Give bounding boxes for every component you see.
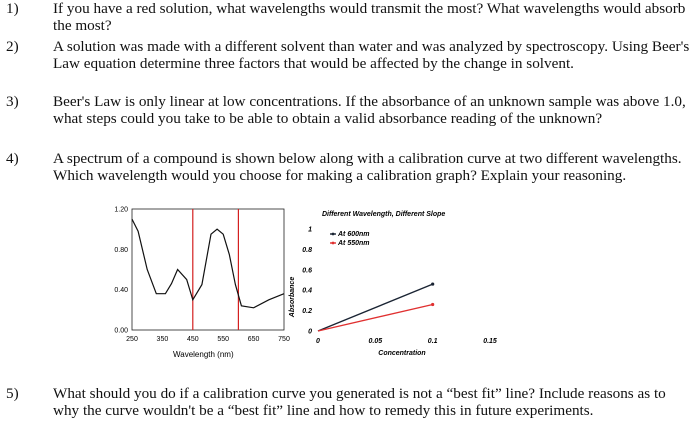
calibration-y-tick-label: 0 — [308, 328, 312, 336]
calibration-legend — [330, 231, 370, 247]
question-number: 1) — [6, 0, 19, 17]
spectrum-x-tick-label: 550 — [217, 336, 230, 343]
calibration-x-tick-label: 0.05 — [368, 338, 383, 345]
spectrum-x-tick-label: 750 — [278, 336, 290, 343]
spectrum-x-tick-label: 450 — [186, 336, 199, 343]
spectrum-y-tick-label: 1.20 — [114, 206, 128, 214]
question-text: A solution was made with a different solvent than water and was analyzed by spectroscopy. Using Beer's Law equation determine three factors that would be affected by the change in solvent. — [53, 38, 690, 73]
calibration-title: Different Wavelength, Different Slope — [322, 211, 446, 218]
calibration-point — [431, 303, 434, 306]
question-text: If you have a red solution, what wavelengths would transmit the most? What wavelengths would absorb the most? — [53, 0, 686, 35]
spectrum-y-tick-label: 0.00 — [114, 327, 128, 335]
legend-label: At 550nm — [338, 240, 370, 247]
spectrum-line — [132, 219, 284, 308]
question-number: 3) — [6, 93, 19, 110]
calibration-point — [431, 282, 434, 285]
calibration-y-tick-label: 0.2 — [302, 308, 312, 316]
question-text: Beer's Law is only linear at low concentrations. If the absorbance of an unknown sample was above 1.0, what steps could you take to be able to obtain a valid absorbance reading of the unknown? — [53, 93, 686, 128]
figure — [0, 205, 700, 385]
spectrum-x-tick-label: 350 — [156, 336, 169, 343]
calibration-x-axis-label: Concentration — [378, 350, 426, 357]
calibration-x-tick-label: 0.1 — [427, 338, 438, 345]
calibration-series-line — [318, 305, 433, 332]
calibration-y-tick-label: 0.8 — [302, 246, 312, 254]
calibration-y-tick-label: 1 — [308, 226, 312, 234]
calibration-series-line — [318, 284, 433, 331]
question-text: What should you do if a calibration curve you generated is not a “best fit” line? Include reasons as to why the curve wouldn't be a “best fit” line and how to remedy this in future experiments. — [53, 385, 666, 420]
spectrum-plot-area — [132, 209, 284, 330]
question-text: A spectrum of a compound is shown below along with a calibration curve at two different wavelengths. Which wavelength would you choose for making a calibration graph? Explain your reasoning. — [53, 150, 682, 185]
calibration-y-axis-label: Absorbance — [289, 276, 296, 318]
legend-marker — [332, 242, 335, 245]
spectrum-chart — [114, 207, 290, 360]
question-number: 5) — [6, 385, 19, 402]
calibration-x-tick-label: 0.15 — [483, 338, 497, 345]
question-number: 4) — [6, 150, 19, 167]
spectrum-y-tick-label: 0.40 — [114, 287, 128, 295]
spectrum-x-tick-label: 250 — [126, 336, 138, 343]
spectrum-y-tick-label: 0.80 — [114, 246, 128, 254]
calibration-chart — [289, 211, 497, 357]
question-number: 2) — [6, 38, 19, 55]
legend-marker — [332, 233, 335, 236]
calibration-y-tick-label: 0.4 — [302, 287, 312, 295]
spectrum-x-axis-label: Wavelength (nm) — [173, 350, 234, 359]
calibration-y-tick-label: 0.6 — [302, 267, 312, 275]
calibration-x-tick-label: 0 — [316, 338, 320, 345]
legend-label: At 600nm — [338, 231, 370, 238]
spectrum-x-tick-label: 650 — [247, 336, 260, 343]
